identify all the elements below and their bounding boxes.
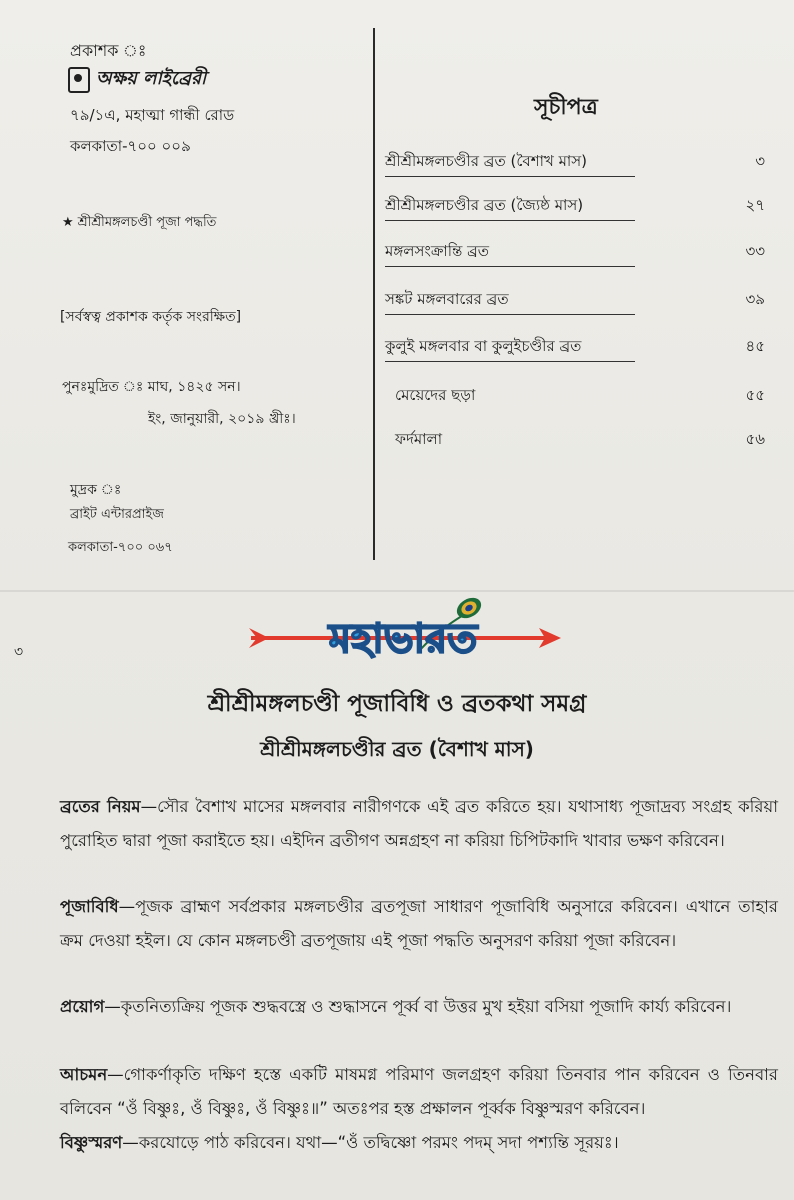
toc-item-title: কুলুই মঙ্গলবার বা কুলুইচণ্ডীর ব্রত [385,337,582,355]
paragraph-body: —সৌর বৈশাখ মাসের মঙ্গলবার নারীগণকে এই ব্রত করিতে হয়। যথাসাধ্য পূজাদ্রব্য সংগ্রহ করিয়া পুরোহিত দ্বারা পূজা করাইতে হয়। এইদিন ব্রতীগণ অন্নগ্রহণ না করিয়া চিপিটকাদি খাবার ভক্ষণ করিবেন। [60,797,778,850]
toc-item[interactable] [385,428,775,452]
publisher-address-line2: কলকাতা-৭০০ ০০৯ [70,137,191,155]
paragraph-lead: প্রয়োগ [60,997,105,1016]
paragraph-lead: বিষ্ণুস্মরণ [60,1133,123,1152]
toc-item[interactable] [385,335,775,359]
toc-item-page: ৪৫ [745,337,765,355]
toc-item-title: শ্রীশ্রীমঙ্গলচণ্ডীর ব্রত (বৈশাখ মাস) [385,152,588,170]
toc-item[interactable] [385,240,775,264]
printer-city: কলকাতা-৭০০ ০৬৭ [68,540,173,555]
paragraph-lead: পূজাবিধি [60,897,119,916]
paragraph-puja-method [60,890,778,958]
column-divider [373,28,375,560]
banner-title: মহাভারত [328,616,478,662]
toc-item-page: ৫৫ [745,386,765,404]
reprint-line1: পুনঃমুদ্রিত ঃ মাঘ, ১৪২৫ সন। [62,379,241,395]
paragraph-prayog [60,990,778,1024]
page-number: ৩ [14,644,24,660]
section-title: শ্রীশ্রীমঙ্গলচণ্ডীর ব্রত (বৈশাখ মাস) [260,737,534,761]
paragraph-vrata-rules [60,790,778,858]
toc-item-page: ৩৩ [745,242,765,260]
toc-item-title: সঙ্কট মঙ্গলবারের ব্রত [385,290,509,308]
main-title: শ্রীশ্রীমঙ্গলচণ্ডী পূজাবিধি ও ব্রতকথা সমগ্র [207,691,587,717]
paragraph-body: —করযোড়ে পাঠ করিবেন। যথা—“ওঁ তদ্বিষ্ণো পরমং পদম্ সদা পশ্যন্তি সূরয়ঃ। [122,1133,619,1152]
toc-underline [385,266,635,267]
toc-underline [385,361,635,362]
reprint-line2: ইং, জানুয়ারী, ২০১৯ খ্রীঃ। [148,411,296,427]
toc-underline [385,314,635,315]
printer-label: মুদ্রক ঃ [70,482,122,498]
toc-item-title: শ্রীশ্রীমঙ্গলচণ্ডীর ব্রত (জ্যৈষ্ঠ মাস) [385,196,584,214]
printer-name: ব্রাইট এন্টারপ্রাইজ [70,507,164,522]
publisher-address-line1: ৭৯/১এ, মহাত্মা গান্ধী রোড [70,106,235,124]
paragraph-body: —কৃতনিত্যক্রিয় পূজক শুদ্ধবস্ত্রে ও শুদ্ধাসনে পূর্ব্ব বা উত্তর মুখ হইয়া বসিয়া পূজাদি কার্য্য করিবেন। [104,997,732,1016]
toc-item-page: ৩ [755,152,765,170]
publisher-emblem-icon [68,67,90,93]
mahabharat-banner-logo [243,590,563,680]
toc-underline [385,220,635,221]
publisher-logo [68,64,206,95]
toc-item-title: ফর্দমালা [395,430,443,448]
toc-item-title: মঙ্গলসংক্রান্তি ব্রত [385,242,490,260]
toc-item-page: ৩৯ [745,290,765,308]
toc-item[interactable] [385,150,775,174]
toc-item-page: ২৭ [745,196,765,214]
paragraph-lead: আচমন [60,1065,108,1084]
rights-notice: [সর্বস্বত্ব প্রকাশক কর্তৃক সংরক্ষিত] [60,309,242,325]
toc-item[interactable] [385,384,775,408]
series-note: ★ শ্রীশ্রীমঙ্গলচণ্ডী পূজা পদ্ধতি [62,215,217,230]
publisher-label: প্রকাশক ঃ [70,41,147,60]
toc-title: সূচীপত্র [534,95,598,120]
toc-item[interactable] [385,194,775,218]
toc-item[interactable] [385,288,775,312]
paragraph-lead: ব্রতের নিয়ম [60,797,141,816]
paragraph-body: —পূজক ব্রাহ্মণ সর্বপ্রকার মঙ্গলচণ্ডীর ব্রতপূজা সাধারণ পূজাবিধি অনুসারে করিবেন। এখানে তাহার ক্রম দেওয়া হইল। যে কোন মঙ্গলচণ্ডী ব্রতপূজায় এই পূজা পদ্ধতি অনুসরণ করিয়া পূজা করিবেন। [60,897,778,950]
paragraph-achaman [60,1058,778,1126]
paragraph-body: —গোকর্ণাকৃতি দক্ষিণ হস্তে একটি মাষমগ্ন পরিমাণ জলগ্রহণ করিয়া তিনবার পান করিবেন ও তিনবার বলিবেন “ওঁ বিষ্ণুঃ, ওঁ বিষ্ণুঃ, ওঁ বিষ্ণুঃ॥” অতঃপর হস্ত প্রক্ষালন পূর্ব্বক বিষ্ণুস্মরণ করিবেন। [60,1065,778,1118]
paragraph-vishnu-smaran [60,1126,778,1160]
toc-item-title: মেয়েদের ছড়া [395,386,476,404]
toc-underline [385,176,635,177]
toc-item-page: ৫৬ [745,430,765,448]
publisher-name: অক্ষয় লাইব্রেরী [96,68,207,89]
